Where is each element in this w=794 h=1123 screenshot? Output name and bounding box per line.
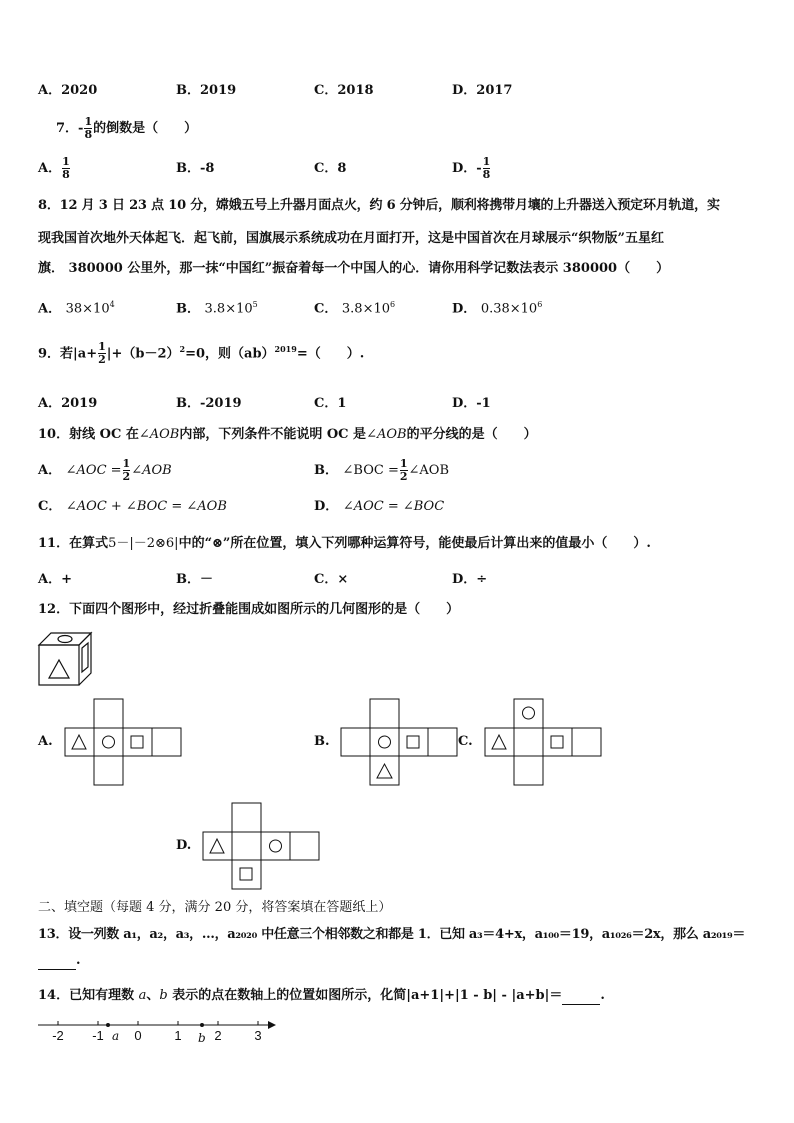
q6-option-b[interactable]: B．2019: [176, 83, 237, 98]
cube-figure: [38, 632, 94, 686]
q14-var-b: b: [159, 988, 168, 1003]
q9-end: =（ ）.: [296, 346, 365, 362]
q8-c-value: 3.8×10: [341, 301, 390, 317]
cube-side-face: [79, 633, 91, 685]
q11-option-d[interactable]: D．÷: [452, 572, 488, 587]
q7-option-d[interactable]: [452, 156, 491, 181]
q10-b-frac: [400, 458, 408, 483]
q8-d-exp: 6: [537, 300, 543, 309]
q10-a-right: ∠AOB: [131, 463, 172, 478]
q11-expression: 5－|－2⊗6|: [108, 536, 179, 551]
number-line: [38, 1018, 278, 1048]
q10-option-c[interactable]: [38, 498, 227, 516]
q8-c-exp: 6: [390, 300, 396, 309]
q10-stem: [38, 426, 537, 444]
q8-d-label: D．: [452, 301, 477, 317]
q8-c-label: C．: [314, 301, 338, 317]
q7-frac-num: 1: [84, 115, 93, 128]
q14-end: .: [600, 988, 605, 1003]
q8-option-c[interactable]: [314, 296, 395, 318]
q9-power: 2019: [274, 344, 297, 354]
q8-option-d[interactable]: [452, 296, 542, 318]
tick-label: 3: [254, 1028, 262, 1043]
q13-line-2: [38, 952, 81, 970]
q13-line-1: 13．设一列数 a₁，a₂，a₃，…，a₂₀₂₀ 中任意三个相邻数之和都是 1．已知 a₃＝4+x，a₁₀₀＝19，a₁₀₂₆＝2x，那么 a₂₀₁₉＝: [38, 927, 746, 942]
net-a[interactable]: [64, 698, 182, 786]
q10-b-num: 1: [399, 457, 408, 470]
q6-option-a[interactable]: A．2020: [38, 83, 98, 98]
q8-d-value: 0.38×10: [480, 301, 538, 317]
q14-answer-blank[interactable]: [562, 990, 600, 1005]
q8-option-b[interactable]: [176, 296, 258, 318]
q10-b-den: 2: [399, 470, 408, 483]
q7-a-num: 1: [62, 155, 70, 168]
q7-option-d-label: D．-: [452, 161, 482, 176]
q10-stem-c: 的平分线的是（ ）: [406, 427, 537, 442]
circle-icon: [523, 707, 535, 719]
triangle-icon: [49, 660, 69, 678]
tick-label: 1: [174, 1028, 182, 1043]
q12-option-b-label[interactable]: B.: [314, 734, 330, 749]
point-b-label: b: [198, 1031, 206, 1045]
circle-icon: [103, 736, 115, 748]
q10-a-left: ∠AOC =: [65, 463, 122, 478]
q6-option-c[interactable]: C．2018: [314, 83, 374, 98]
q8-line-3: 旗． 380000 公里外，那一抹“中国红”振奋着每一个中国人的心．请你用科学记数法表示 380000（ ）: [38, 261, 670, 276]
q14-stem: [38, 987, 605, 1005]
q8-b-label: B．: [176, 301, 200, 317]
q10-angle-2: ∠AOB: [366, 427, 407, 442]
q7-d-den: 8: [482, 168, 491, 181]
q7-fraction: [84, 116, 92, 141]
q10-c-value: ∠AOC + ∠BOC = ∠AOB: [65, 499, 227, 514]
q11-stem-a: 11．在算式: [38, 536, 109, 551]
q10-stem-b: 内部，下列条件不能说明 OC 是: [179, 427, 367, 442]
q8-b-value: 3.8×10: [204, 301, 253, 317]
section-title: 二、填空题（每题 4 分，满分 20 分，将答案填在答题纸上）: [38, 900, 392, 915]
triangle-icon: [492, 735, 506, 749]
triangle-icon: [210, 839, 224, 853]
q11-option-b[interactable]: B．－: [176, 572, 213, 587]
q10-a-label: A．: [38, 463, 62, 478]
q13-answer-blank[interactable]: [38, 955, 76, 970]
q8-b-exp: 5: [252, 300, 258, 309]
q9-prefix: 9．若|a+: [38, 346, 98, 362]
triangle-icon: [377, 764, 392, 778]
q7-option-b[interactable]: B．-8: [176, 161, 215, 176]
q7-d-num: 1: [482, 155, 491, 168]
q10-a-frac: [123, 458, 131, 483]
q9-frac-num: 1: [98, 340, 106, 354]
q8-a-value: 38×10: [65, 301, 110, 317]
square-icon: [551, 736, 563, 748]
q10-option-a[interactable]: [38, 458, 172, 483]
q10-stem-a: 10．射线 OC 在: [38, 427, 139, 442]
q7-stem: [56, 116, 197, 141]
q9-fraction: [98, 341, 106, 366]
q9-tail: =0，则（ab）: [185, 346, 275, 362]
q14-var-a: a: [138, 988, 147, 1003]
q8-a-exp: 4: [109, 300, 115, 309]
q12-option-a-label[interactable]: A.: [38, 734, 53, 749]
point-b-dot: [200, 1023, 204, 1027]
tick-label: -2: [52, 1028, 64, 1043]
q7-option-a[interactable]: [38, 156, 71, 181]
q10-b-left: ∠BOC =: [342, 463, 399, 478]
point-a-label: a: [112, 1029, 120, 1043]
q8-line-2: 现我国首次地外天体起飞．起飞前，国旗展示系统成功在月面打开，这是中国首次在月球展示“织物版”五星红: [38, 231, 664, 246]
q8-line-1: 8．12 月 3 日 23 点 10 分，嫦娥五号上升器月面点火，约 6 分钟后，顺利将携带月壤的上升器送入预定环月轨道，实: [38, 198, 720, 213]
circle-icon: [58, 636, 72, 643]
net-c[interactable]: [484, 698, 602, 786]
q12-option-c-label[interactable]: C.: [458, 734, 473, 749]
q9-option-d[interactable]: D．-1: [452, 396, 491, 411]
q14-sep: 、: [146, 988, 160, 1003]
arrow-icon: [268, 1021, 276, 1029]
q8-option-a[interactable]: [38, 296, 115, 318]
q10-d-value: ∠AOC = ∠BOC: [342, 499, 445, 514]
q9-option-b[interactable]: B．-2019: [176, 396, 242, 411]
q10-option-d[interactable]: [314, 498, 444, 516]
q6-option-d[interactable]: D．2017: [452, 83, 513, 98]
q10-option-b[interactable]: [314, 458, 449, 483]
q11-stem-b: 中的“⊗”所在位置，填入下列哪种运算符号，能使最后计算出来的值最小（ ）.: [178, 536, 651, 551]
q12-stem: 12．下面四个图形中，经过折叠能围成如图所示的几何图形的是（ ）: [38, 602, 460, 617]
q9-stem: [38, 340, 364, 366]
square-icon: [131, 736, 143, 748]
q7-option-c[interactable]: C．8: [314, 161, 347, 176]
q11-option-c[interactable]: C．×: [314, 572, 349, 587]
q9-mid: |+（b－2）: [106, 346, 180, 362]
q10-a-num: 1: [122, 457, 131, 470]
circle-icon: [379, 736, 391, 748]
square-icon: [82, 643, 88, 672]
q10-a-den: 2: [122, 470, 131, 483]
circle-icon: [270, 840, 282, 852]
q9-option-a[interactable]: A．2019: [38, 396, 98, 411]
q7-option-a-label: A．: [38, 161, 62, 176]
triangle-icon: [72, 735, 86, 749]
q8-a-label: A．: [38, 301, 62, 317]
q10-c-label: C．: [38, 499, 62, 514]
square-icon: [407, 736, 419, 748]
q9-frac-den: 2: [98, 353, 106, 367]
q10-b-right: ∠AOB: [408, 463, 450, 478]
q9-option-c[interactable]: C．1: [314, 396, 347, 411]
tick-label: 2: [214, 1028, 222, 1043]
q9-square: 2: [179, 344, 186, 354]
q11-option-a[interactable]: A．+: [38, 572, 72, 587]
net-d[interactable]: [202, 802, 320, 890]
cube-front-face: [39, 645, 79, 685]
point-a-dot: [106, 1023, 110, 1027]
q7-option-a-frac: [62, 156, 70, 181]
q10-b-label: B．: [314, 463, 338, 478]
q14-stem-b: 表示的点在数轴上的位置如图所示，化简|a+1|+|1 - b| - |a+b|＝: [172, 988, 563, 1003]
q7-option-d-frac: [483, 156, 491, 181]
q14-stem-a: 14．已知有理数: [38, 988, 135, 1003]
q7-frac-den: 8: [84, 128, 93, 141]
q7-suffix: 的倒数是（ ）: [93, 121, 198, 136]
q7-a-den: 8: [62, 168, 70, 181]
q12-option-d-label[interactable]: D.: [176, 838, 192, 853]
cube-top-face: [39, 633, 91, 645]
q13-end: .: [76, 953, 81, 968]
q10-d-label: D．: [314, 499, 339, 514]
square-icon: [240, 868, 252, 880]
net-b[interactable]: [340, 698, 458, 786]
tick-label: 0: [134, 1028, 142, 1043]
q7-prefix: 7．-: [56, 121, 84, 136]
tick-label: -1: [92, 1028, 104, 1043]
q10-angle-1: ∠AOB: [138, 427, 180, 442]
q11-stem: [38, 535, 651, 553]
